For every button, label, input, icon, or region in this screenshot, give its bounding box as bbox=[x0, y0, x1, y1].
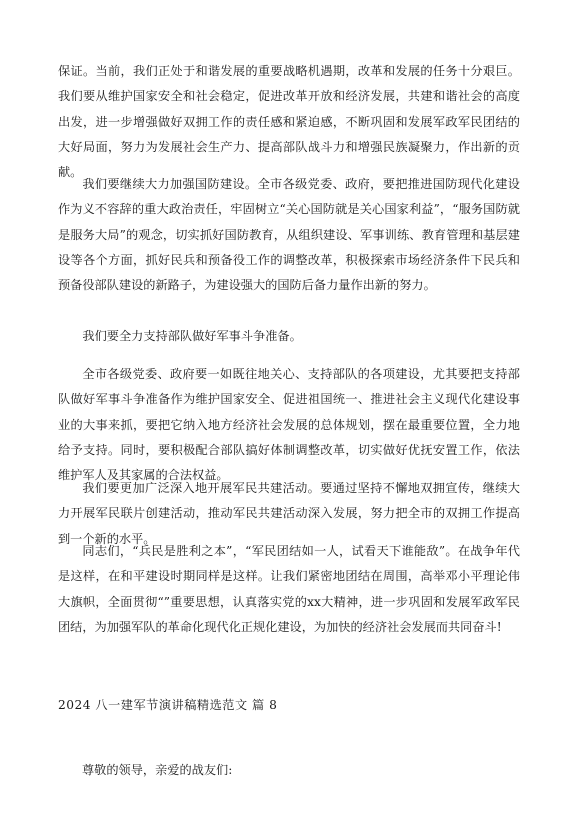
paragraph-joint-construction: 我们要更加广泛深入地开展军民共建活动。要通过坚持不懈地双拥宣传，继续大力开展军民联片创建活动，推动军民共建活动深入发展，努力把全市的双拥工作提高到一个新的水平。 bbox=[58, 481, 520, 546]
paragraph-support-troops: 全市各级党委、政府要一如既往地关心、支持部队的各项建设，尤其要把支持部队做好军事斗争准备作为维护国家安全、促进祖国统一、推进社会主义现代化建设事业的大事来抓，要把它纳入地方经济社会发展的总体规划，摆在最重要位置，全力地给予支持。同时，要积极配合部队搞好体制调整改革，切实做好优抚安置工作，依法维护军人及其家属的合法权益。 bbox=[58, 367, 520, 483]
paragraph-military-preparation-heading: 我们要全力支持部队做好军事斗争准备。 bbox=[82, 329, 302, 343]
paragraph-continuation: 保证。当前，我们正处于和谐发展的重要战略机遇期，改革和发展的任务十分艰巨。我们要从维护国家安全和社会稳定，促进改革开放和经济发展，共建和谐社会的高度出发，进一步增强做好双拥工作的责任感和紧迫感，不断巩固和发展军政军民团结的大好局面，努力为发展社会生产力、提高部队战斗力和增强民族凝聚力，作出新的贡献。 bbox=[58, 64, 520, 180]
section-heading: 2024 八一建军节演讲稿精选范文 篇 8 bbox=[58, 698, 278, 712]
paragraph-conclusion: 同志们，“兵民是胜利之本”，“军民团结如一人，试看天下谁能敌”。在战争年代是这样，在和平建设时期同样是这样。让我们紧密地团结在周围，高举邓小平理论伟大旗帜，全面贯彻“”重要思想，认真落实党的xx大精神，进一步巩固和发展军政军民团结，为加强军队的革命化现代化正规化建设，为加快的经济社会发展而共同奋斗! bbox=[58, 544, 520, 634]
salutation: 尊敬的领导，亲爱的战友们: bbox=[82, 763, 233, 777]
paragraph-national-defense: 我们要继续大力加强国防建设。全市各级党委、政府，要把推进国防现代化建设作为义不容辞的重大政治责任，牢固树立“关心国防就是关心国家利益”，“服务国防就是服务大局”的观念，切实抓好国防教育，从组织建设、军事训练、教育管理和基层建设等各个方面，抓好民兵和预备役工作的调整改革，积极探索市场经济条件下民兵和预备役部队建设的新路子，为建设强大的国防后备力量作出新的努力。 bbox=[58, 177, 520, 293]
